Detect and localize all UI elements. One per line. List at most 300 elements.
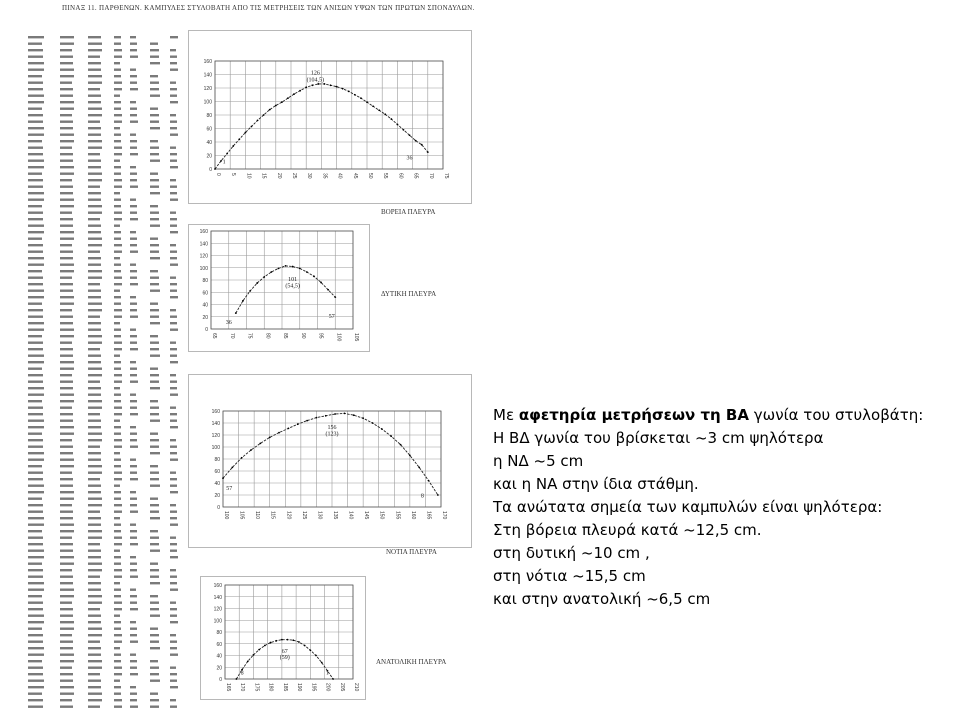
data-point [270,642,272,644]
table-cell [114,192,120,194]
table-cell [114,673,122,675]
table-cell [150,49,159,51]
table-cell [28,43,42,45]
table-cell [28,634,43,636]
table-cell [114,407,122,409]
table-cell [130,238,137,240]
note-line: και η ΝΑ στην ίδια στάθμη. [493,475,699,493]
table-cell [88,134,101,136]
table-cell [130,426,136,428]
table-cell [88,355,101,357]
table-cell [28,550,44,552]
x-tick-label: 110 [254,511,261,519]
table-cell [150,563,158,565]
x-tick-label: 180 [267,683,274,692]
data-point [306,271,308,273]
data-point [403,129,405,131]
table-cell [114,381,122,383]
table-cell [170,524,178,526]
table-cell [170,127,177,129]
table-cell [150,335,158,337]
table-cell [60,95,73,97]
table-cell [88,322,101,324]
table-cell [114,264,121,266]
table-cell [114,433,121,435]
table-cell [60,589,74,591]
data-point [263,276,265,278]
table-cell [114,134,121,136]
table-cell [114,342,122,344]
table-cell [150,238,158,240]
table-cell [88,634,102,636]
table-cell [170,277,176,279]
table-cell [88,530,102,532]
table-cell [28,706,43,708]
table-cell [150,348,159,350]
table-cell [150,95,160,97]
table-cell [150,504,159,506]
x-tick-label: 60 [397,173,404,179]
table-cell [28,439,43,441]
table-cell [170,621,178,623]
table-cell [114,472,122,474]
table-cell [88,426,101,428]
table-cell [28,199,44,201]
table-cell [130,231,136,233]
data-point [437,494,439,496]
data-point [287,97,289,99]
table-cell [88,413,100,415]
table-cell [88,647,101,649]
table-cell [114,634,122,636]
table-cell [28,465,42,467]
table-cell [114,309,122,311]
table-cell [88,478,100,480]
table-cell [60,147,72,149]
table-cell [170,667,176,669]
table-cell [114,504,122,506]
x-tick-label: 120 [285,511,292,520]
data-point [247,660,249,662]
table-cell [170,680,177,682]
x-tick-label: 75 [443,173,449,179]
table-cell [60,381,73,383]
table-cell [88,43,102,45]
table-cell [170,147,176,149]
table-cell [170,517,177,519]
table-cell [170,452,177,454]
data-point [299,90,301,92]
table-cell [114,329,121,331]
table-cell [130,634,137,636]
chart-west [189,225,369,351]
x-tick-label: 200 [324,683,331,692]
table-cell [130,329,136,331]
annotation-label: 1 [222,159,226,166]
table-cell [88,563,102,565]
table-cell [88,699,102,701]
table-cell [28,114,43,116]
data-point [270,271,272,273]
table-cell [150,530,158,532]
data-point [259,443,261,445]
table-cell [170,179,176,181]
table-cell [114,199,121,201]
table-cell [150,439,159,441]
x-tick-label: 165 [225,683,231,692]
table-cell [114,394,121,396]
table-cell [60,667,72,669]
table-cell [28,589,44,591]
table-cell [88,212,102,214]
table-cell [170,608,177,610]
table-cell [170,62,177,64]
table-cell [130,556,136,558]
y-tick-label: 140 [213,594,222,601]
data-point [226,153,228,155]
table-cell [60,82,72,84]
annotation-label: 101 [288,277,298,284]
chart-panel-south [188,374,472,548]
table-cell [130,114,137,116]
table-cell [60,283,73,285]
table-cell [60,140,74,142]
table-cell [88,556,101,558]
table-cell [60,296,74,298]
table-cell [114,608,122,610]
table-cell [170,446,177,448]
table-cell [114,348,122,350]
table-cell [28,238,42,240]
table-cell [88,88,100,90]
table-cell [60,231,74,233]
data-point [381,428,383,430]
table-cell [114,387,120,389]
table-cell [60,439,72,441]
table-cell [170,114,176,116]
table-cell [88,446,100,448]
table-cell [28,621,44,623]
table-cell [114,446,122,448]
table-cell [60,329,74,331]
data-point [292,639,294,641]
table-cell [130,186,138,188]
x-tick-label: 100 [223,511,229,520]
table-cell [28,270,42,272]
notes-block [493,404,953,611]
y-tick-label: 20 [216,665,222,672]
table-cell [60,543,73,545]
table-cell [170,511,177,513]
table-cell [130,433,137,435]
table-cell [28,374,43,376]
table-cell [150,446,159,448]
table-cell [150,420,160,422]
table-cell [130,660,137,662]
table-cell [150,108,158,110]
table-cell [114,361,121,363]
table-cell [28,459,44,461]
y-tick-label: 120 [199,253,208,260]
data-point [348,90,350,92]
table-cell [114,530,121,532]
y-tick-label: 20 [206,153,212,160]
table-cell [88,69,101,71]
table-cell [60,569,72,571]
table-cell [28,127,44,129]
table-cell [60,511,73,513]
table-cell [170,355,177,357]
table-cell [130,140,137,142]
table-cell [28,290,44,292]
table-cell [28,160,44,162]
table-cell [114,114,122,116]
data-point [249,290,251,292]
note-line: η ΝΔ ~5 cm [493,452,584,470]
y-tick-label: 40 [202,302,208,309]
annotation-label: (54,5) [285,283,300,290]
table-cell [170,602,176,604]
table-cell [60,205,74,207]
y-tick-label: 60 [206,126,212,133]
table-cell [130,270,137,272]
table-cell [150,290,160,292]
table-cell [88,706,100,708]
table-cell [60,368,74,370]
table-cell [88,56,100,58]
data-point [362,417,364,419]
note-line: Τα ανώτατα σημεία των καμπυλών είναι ψηλότερα: [493,498,883,516]
table-cell [28,101,44,103]
table-cell [88,550,101,552]
table-cell [130,621,136,623]
table-cell [28,504,43,506]
table-cell [88,693,102,695]
data-point [360,97,362,99]
table-cell [28,485,44,487]
data-point [278,267,280,269]
data-point [293,93,295,95]
table-cell [130,153,138,155]
table-cell [114,550,120,552]
annotation-label: 36 [225,320,232,327]
table-cell [130,69,136,71]
table-cell [130,569,137,571]
table-cell [150,634,159,636]
data-point [235,678,237,680]
table-cell [28,342,43,344]
table-cell [114,238,121,240]
note-line: Η ΒΔ γωνία του βρίσκεται ~3 cm ψηλότερα [493,429,824,447]
table-cell [28,394,44,396]
table-cell [88,680,101,682]
table-cell [28,654,44,656]
table-cell [88,270,102,272]
x-tick-label: 115 [269,511,276,519]
table-cell [88,309,102,311]
table-cell [88,173,102,175]
table-cell [170,420,177,422]
data-point [288,428,290,430]
table-cell [170,634,176,636]
table-cell [170,673,177,675]
table-cell [88,491,101,493]
table-cell [130,667,137,669]
table-cell [88,186,100,188]
table-cell [88,75,102,77]
table-cell [150,179,159,181]
table-cell [60,335,74,337]
table-cell [28,387,44,389]
table-cell [60,634,72,636]
table-cell [130,134,136,136]
x-tick-label: 25 [291,173,297,179]
table-cell [60,446,73,448]
x-tick-label: 125 [300,511,307,520]
table-cell [88,95,101,97]
table-cell [114,693,121,695]
table-cell [150,270,158,272]
table-cell [28,576,43,578]
table-cell [170,134,178,136]
table-cell [114,439,122,441]
x-tick-label: 165 [425,511,432,520]
table-cell [170,485,177,487]
table-cell [88,368,102,370]
table-cell [150,114,159,116]
table-cell [130,316,138,318]
table-cell [170,290,177,292]
table-cell [170,374,176,376]
table-cell [60,192,73,194]
annotation-label: 57 [226,486,233,493]
table-cell [60,699,72,701]
table-cell [114,524,121,526]
table-cell [28,153,43,155]
table-cell [60,641,73,643]
table-cell [114,166,121,168]
table-cell [170,556,178,558]
table-cell [88,569,102,571]
table-cell [28,264,44,266]
data-point [251,126,253,128]
chart-south [189,375,471,547]
table-cell [88,127,101,129]
table-cell [150,140,158,142]
table-cell [88,576,100,578]
table-cell [130,368,137,370]
table-cell [130,277,137,279]
data-point [384,113,386,115]
table-cell [88,244,102,246]
data-point [214,168,216,170]
table-cell [114,485,120,487]
table-cell [150,400,158,402]
table-cell [170,257,177,259]
x-tick-label: 105 [238,511,245,520]
data-point [263,114,265,116]
table-cell [88,335,102,337]
data-point [315,655,317,657]
table-cell [150,62,160,64]
table-cell [114,140,121,142]
table-cell [60,303,74,305]
table-cell [150,485,160,487]
table-cell [88,628,102,630]
table-cell [60,472,72,474]
table-cell [130,348,138,350]
table-cell [88,36,101,38]
data-point [400,444,402,446]
data-point [418,467,420,469]
table-cell [88,660,102,662]
table-cell [88,49,102,51]
y-tick-label: 140 [211,421,220,427]
table-cell [28,628,42,630]
table-cell [60,550,73,552]
x-tick-label: 70 [427,173,434,179]
table-cell [28,75,42,77]
table-cell [88,504,102,506]
table-cell [150,251,159,253]
y-tick-label: 120 [213,606,222,613]
table-cell [88,394,101,396]
table-cell [130,595,137,597]
data-point [317,83,319,85]
data-point [372,105,374,107]
table-cell [88,283,100,285]
x-tick-label: 85 [282,333,288,339]
table-cell [88,179,102,181]
x-tick-label: 0 [215,173,221,176]
data-point [378,109,380,111]
table-cell [130,82,137,84]
y-tick-label: 60 [202,290,208,297]
table-cell [28,673,43,675]
table-cell [88,420,101,422]
table-cell [114,179,122,181]
table-cell [170,296,178,298]
annotation-label: (123) [325,431,339,438]
table-cell [170,56,177,58]
table-cell [150,673,159,675]
table-cell [28,537,43,539]
table-cell [150,680,160,682]
table-cell [60,394,74,396]
table-cell [114,88,122,90]
table-cell [130,465,137,467]
table-cell [150,368,158,370]
data-point [415,140,417,142]
table-cell [28,88,43,90]
data-point [253,654,255,656]
chart-panel-east [200,576,366,700]
data-point [275,640,277,642]
table-cell [130,43,137,45]
table-cell [28,82,43,84]
table-cell [130,361,136,363]
table-cell [60,433,74,435]
table-cell [130,179,137,181]
table-cell [114,706,122,708]
table-cell [150,127,160,129]
table-cell [60,225,73,227]
table-cell [88,543,100,545]
table-cell [88,589,101,591]
table-cell [114,173,121,175]
table-cell [170,472,176,474]
table-cell [28,186,43,188]
